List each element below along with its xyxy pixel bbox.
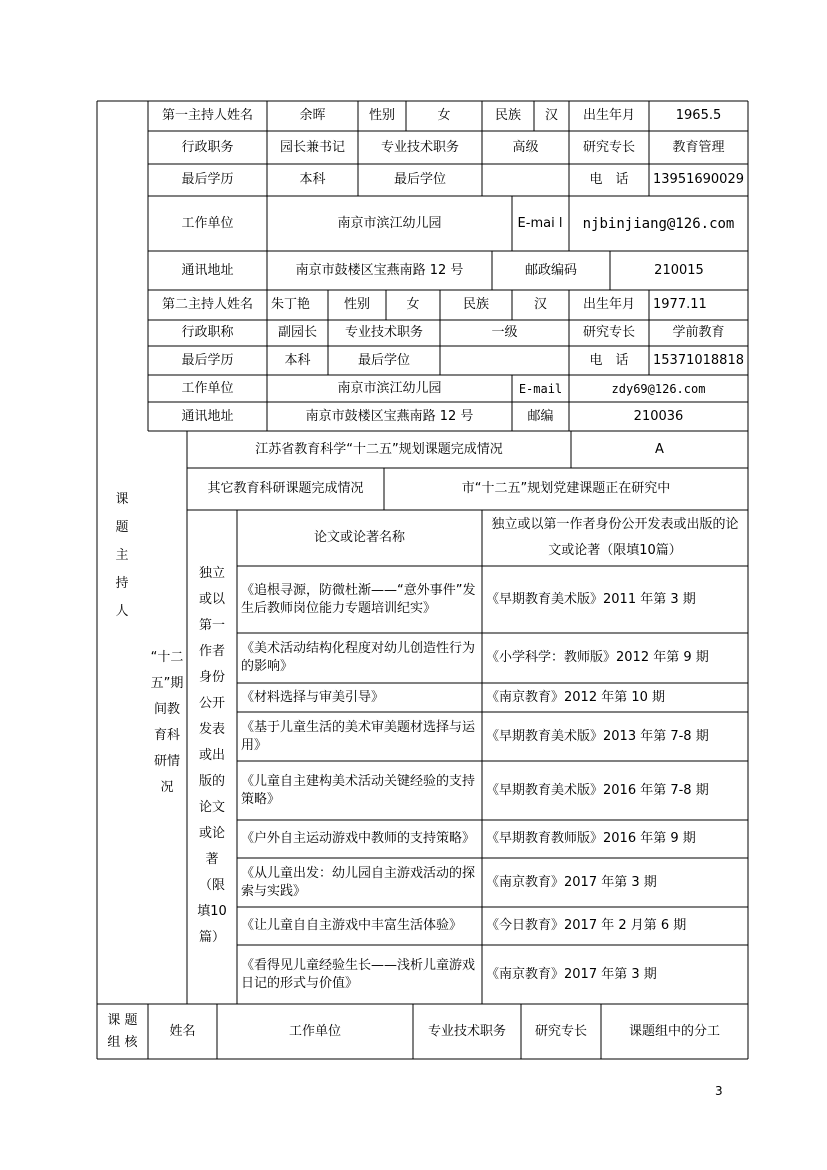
- second-birth-label: 出生年月: [582, 297, 635, 312]
- second-workplace-value: 南京市滨江幼儿园: [337, 380, 442, 396]
- main-address-label: 通讯地址: [181, 262, 234, 278]
- second-admin-value: 副园长: [277, 325, 317, 340]
- main-phone-value: 13951690029: [653, 172, 744, 187]
- period-side-label: “十二五”期间教育科研情况: [150, 650, 184, 795]
- main-phone-label: 电 话: [589, 172, 629, 187]
- team-header-name: 姓名: [169, 1023, 196, 1039]
- paper-title: 《追根寻源，防微杜渐——“意外事件”发生后教师岗位能力专题培训纪实》: [241, 582, 476, 616]
- main-degree-label: 最后学位: [393, 172, 446, 187]
- paper-pub: 《小学科学：教师版》2012 年第 9 期: [486, 650, 709, 665]
- other-project-label: 其它教育科研课题完成情况: [207, 481, 364, 496]
- second-workplace-label: 工作单位: [181, 380, 234, 396]
- main-admin-label: 行政职务: [181, 139, 234, 155]
- second-degree-label: 最后学位: [357, 352, 410, 368]
- second-postcode-label: 邮编: [527, 408, 554, 424]
- second-degree-value: [440, 346, 569, 375]
- second-email-value: zdy69@126.com: [611, 381, 706, 396]
- team-side-label: 课 题 组 核: [107, 1012, 138, 1050]
- second-education-value: 本科: [284, 352, 311, 368]
- second-education-label: 最后学历: [181, 352, 234, 368]
- main-postcode-label: 邮政编码: [524, 262, 577, 278]
- paper-pub: 《今日教育》2017 年 2 月第 6 期: [486, 918, 687, 933]
- main-postcode-value: 210015: [654, 262, 704, 278]
- paper-title: 《美术活动结构化程度对幼儿创造性行为的影响》: [241, 641, 476, 674]
- main-workplace-value: 南京市滨江幼儿园: [337, 215, 442, 231]
- second-title-label: 专业技术职务: [344, 325, 423, 340]
- second-phone-value: 15371018818: [653, 352, 744, 368]
- second-gender-label: 性别: [343, 297, 370, 312]
- second-email-label: E-mail: [518, 381, 563, 396]
- main-admin-value: 园长兼书记: [279, 139, 345, 155]
- team-header-role: 课题组中的分工: [628, 1023, 720, 1039]
- team-header-workplace: 工作单位: [288, 1023, 341, 1039]
- papers-header-pub: 独立或以第一作者身份公开发表或出版的论文或论著（限填10篇）: [491, 517, 739, 558]
- paper-pub: 《南京教育》2012 年第 10 期: [486, 689, 666, 705]
- second-phone-label: 电 话: [589, 352, 629, 368]
- host-side-label: 课题主持人: [115, 492, 129, 619]
- jiangsu-project-label: 江苏省教育科学“十二五”规划课题完成情况: [255, 441, 503, 457]
- main-birth-label: 出生年月: [582, 108, 635, 123]
- second-specialty-label: 研究专长: [582, 325, 635, 340]
- paper-title: 《材料选择与审美引导》: [241, 689, 385, 705]
- jiangsu-project-value: A: [655, 441, 664, 457]
- second-ethnicity-value: 汉: [533, 297, 547, 312]
- paper-pub: 《早期教育美术版》2013 年第 7-8 期: [486, 728, 709, 744]
- main-ethnicity-value: 汉: [544, 108, 558, 123]
- paper-pub: 《南京教育》2017 年第 3 期: [486, 966, 657, 982]
- papers-header-name: 论文或论著名称: [313, 530, 405, 545]
- main-degree-value: [482, 164, 569, 196]
- second-specialty-value: 学前教育: [672, 325, 725, 340]
- paper-title: 《从儿童出发：幼儿园自主游戏活动的探索与实践》: [241, 865, 476, 899]
- second-address-label: 通讯地址: [181, 408, 234, 424]
- main-gender-value: 女: [437, 108, 451, 123]
- paper-title: 《让儿童自自主游戏中丰富生活体验》: [241, 918, 463, 933]
- main-workplace-label: 工作单位: [181, 215, 234, 231]
- paper-title: 《基于儿童生活的美术审美题材选择与运用》: [241, 719, 476, 753]
- paper-pub: 《南京教育》2017 年第 3 期: [486, 874, 657, 890]
- second-name-value: 朱丁艳: [271, 297, 311, 312]
- paper-title: 《户外自主运动游戏中教师的支持策略》: [241, 831, 476, 846]
- main-birth-value: 1965.5: [675, 108, 722, 123]
- main-email-value: njbinjiang@126.com: [582, 215, 735, 232]
- paper-title: 《看得见儿童经验生长——浅析儿童游戏日记的形式与价值》: [241, 957, 476, 991]
- other-project-value: 市“十二五”规划党建课题正在研究中: [461, 481, 671, 496]
- main-gender-label: 性别: [368, 108, 395, 123]
- main-ethnicity-label: 民族: [494, 108, 521, 123]
- paper-pub: 《早期教育教师版》2016 年第 9 期: [486, 831, 696, 846]
- second-name-label: 第二主持人姓名: [161, 297, 253, 312]
- main-education-value: 本科: [299, 172, 326, 187]
- main-name-value: 余晖: [299, 108, 326, 123]
- page-number: 3: [715, 1084, 723, 1098]
- team-header-title: 专业技术职务: [427, 1023, 506, 1039]
- main-name-label: 第一主持人姓名: [161, 108, 253, 123]
- team-header-specialty: 研究专长: [534, 1023, 587, 1039]
- second-address-value: 南京市鼓楼区宝燕南路 12 号: [305, 408, 474, 424]
- main-specialty-label: 研究专长: [582, 139, 635, 155]
- second-gender-value: 女: [406, 297, 420, 312]
- main-title-label: 专业技术职务: [380, 139, 459, 155]
- second-birth-value: 1977.11: [653, 297, 707, 312]
- main-specialty-value: 教育管理: [672, 139, 725, 155]
- main-address-value: 南京市鼓楼区宝燕南路 12 号: [295, 262, 464, 278]
- main-education-label: 最后学历: [181, 172, 234, 187]
- papers-side-label: 独立或以第一作者身份公开发表或出版的论文或论著（限填10篇）: [197, 566, 227, 945]
- paper-pub: 《早期教育美术版》2011 年第 3 期: [486, 591, 696, 607]
- second-admin-label: 行政职称: [181, 325, 234, 340]
- second-postcode-value: 210036: [633, 408, 684, 424]
- second-title-value: 一级: [491, 325, 518, 340]
- second-ethnicity-label: 民族: [462, 297, 489, 312]
- paper-pub: 《早期教育美术版》2016 年第 7-8 期: [486, 782, 709, 798]
- main-title-value: 高级: [512, 139, 539, 155]
- paper-title: 《儿童自主建构美术活动关键经验的支持策略》: [241, 773, 476, 807]
- main-email-label: E-mai l: [517, 215, 563, 231]
